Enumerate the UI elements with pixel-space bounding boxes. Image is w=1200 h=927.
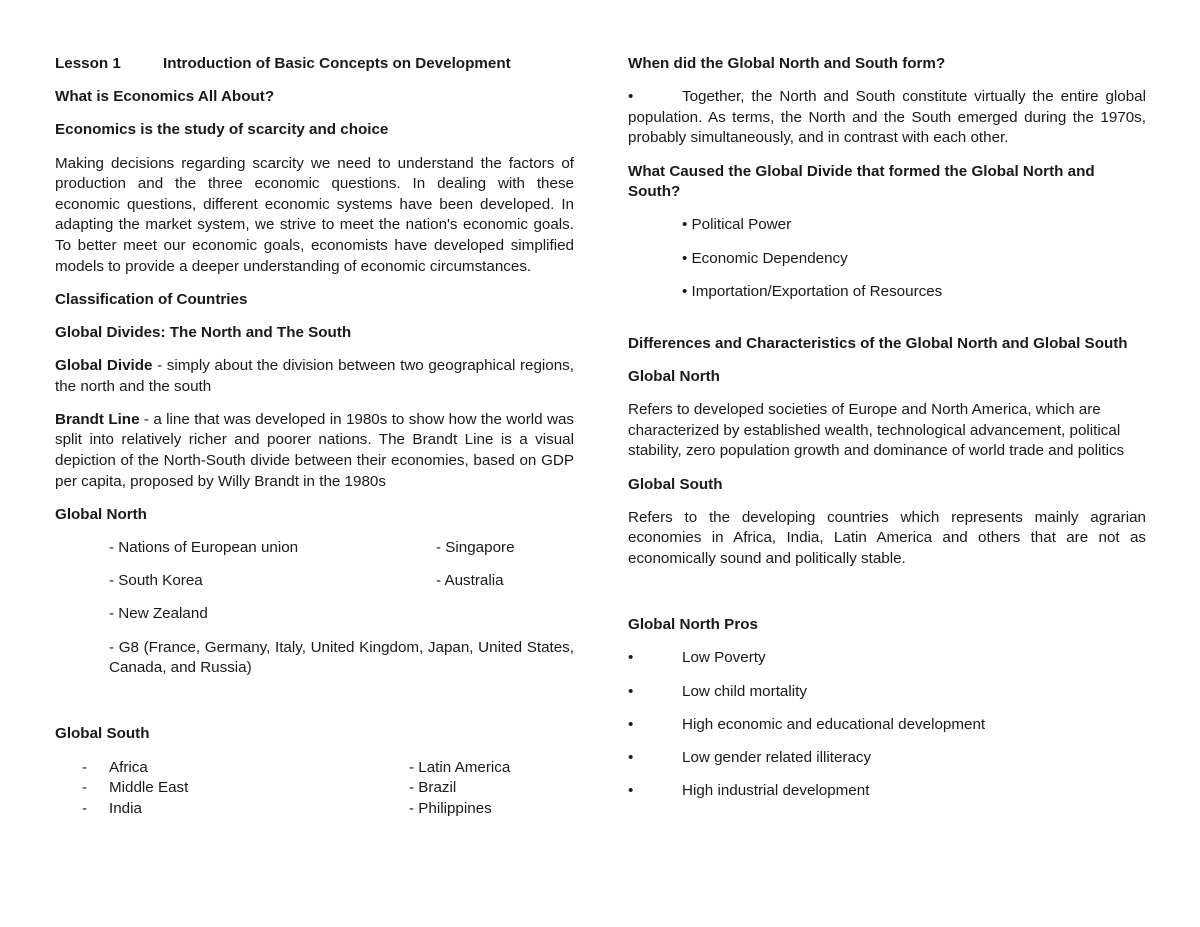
pros-item xyxy=(628,682,1146,703)
heading-differences: Differences and Characteristics of the Global North and Global South xyxy=(628,334,1128,352)
bullet: • xyxy=(628,748,634,766)
pros-text: Low child mortality xyxy=(682,682,807,700)
question-formation: When did the Global North and South form? xyxy=(628,55,946,72)
question-cause: What Caused the Global Divide that formed the Global North and South? xyxy=(628,162,1095,201)
list-item: - G8 (France, Germany, Italy, United Kingdom, Japan, United States, Canada, and Russia) xyxy=(109,638,574,677)
cause-item: • Importation/Exportation of Resources xyxy=(682,282,943,300)
list-item: - New Zealand xyxy=(109,605,208,623)
list-item: - South Korea xyxy=(109,572,203,590)
heading-global-north: Global North xyxy=(628,368,720,386)
question-economics: What is Economics All About? xyxy=(55,88,275,106)
def-brandt-line: - a line that was developed in 1980s to show how the world was split into relatively richer and poorer nations. The Brandt Line is a visual depiction of the North-South divide between their economies, based on GDP per capita, proposed by Willy Brandt in the 1980s xyxy=(55,410,574,490)
heading-global-south: Global South xyxy=(628,475,723,493)
lesson-title: Introduction of Basic Concepts on Development xyxy=(163,55,511,72)
pros-item xyxy=(628,748,1146,769)
global-south-text: Refers to the developing countries which represents mainly agrarian economies in Africa, India, Latin America and others that are not as economically sound and politically stable. xyxy=(628,508,1146,568)
lesson-number: Lesson 1 xyxy=(55,55,121,72)
heading-scarcity: Economics is the study of scarcity and choice xyxy=(55,121,389,139)
pros-item xyxy=(628,781,1146,802)
list-item: Africa xyxy=(109,758,148,776)
def-global-divide: - simply about the division between two geographical regions, the north and the south xyxy=(55,357,574,395)
heading-classification: Classification of Countries xyxy=(55,290,248,308)
right-column xyxy=(628,54,1146,814)
list-dash: - xyxy=(82,758,88,776)
list-item: - Brazil xyxy=(409,779,457,797)
lesson-heading xyxy=(55,54,574,75)
pros-text: Low gender related illiteracy xyxy=(682,748,872,766)
list-item: - Singapore xyxy=(436,539,515,557)
heading-global-divides: Global Divides: The North and The South xyxy=(55,323,352,341)
formation-paragraph xyxy=(628,87,1146,149)
list-dash: - xyxy=(82,779,88,797)
list-dash: - xyxy=(82,799,88,817)
pros-item xyxy=(628,715,1146,736)
bullet: • xyxy=(628,88,634,106)
list-item: - Philippines xyxy=(409,799,492,817)
bullet: • xyxy=(628,649,634,667)
global-north-list xyxy=(109,538,574,679)
term-brandt-line: Brandt Line xyxy=(55,410,140,428)
list-item: Middle East xyxy=(109,779,189,797)
pros-text: Low Poverty xyxy=(682,649,766,667)
left-column xyxy=(55,54,574,819)
cause-item: • Political Power xyxy=(682,216,792,234)
global-north-text: Refers to developed societies of Europe and North America, which are characterized by established wealth, technological advancement, political stability, zero population growth and dominance of world trade and politics xyxy=(628,401,1125,460)
cause-item: • Economic Dependency xyxy=(682,249,848,267)
heading-global-north: Global North xyxy=(55,505,147,523)
list-item: - Australia xyxy=(436,572,504,590)
formation-text: Together, the North and South constitute virtually the entire global population. As terms, the North and the South emerged during the 1970s, probably simultaneously, and in contrast with each other. xyxy=(628,88,1146,147)
brandt-line-definition xyxy=(55,410,574,492)
pros-text: High economic and educational development xyxy=(682,715,986,733)
bullet: • xyxy=(628,715,634,733)
bullet: • xyxy=(628,682,634,700)
list-item: - Nations of European union xyxy=(109,539,299,557)
global-divide-definition xyxy=(55,356,574,397)
term-global-divide: Global Divide xyxy=(55,357,153,375)
pros-item xyxy=(628,648,1146,669)
paragraph-scarcity: Making decisions regarding scarcity we need to understand the factors of production and the three economic questions. In dealing with these economic questions, different economic systems have been developed. In adapting the market system, we strive to meet the nation's economic goals. To better meet our economic goals, economists have developed simplified models to provide a deeper understanding of economic circumstances. xyxy=(55,154,574,275)
bullet: • xyxy=(628,782,634,800)
heading-pros: Global North Pros xyxy=(628,616,758,634)
global-south-list xyxy=(82,758,574,820)
list-item: India xyxy=(109,799,142,817)
list-item: - Latin America xyxy=(409,758,511,776)
heading-global-south: Global South xyxy=(55,725,150,743)
pros-text: High industrial development xyxy=(682,782,870,800)
